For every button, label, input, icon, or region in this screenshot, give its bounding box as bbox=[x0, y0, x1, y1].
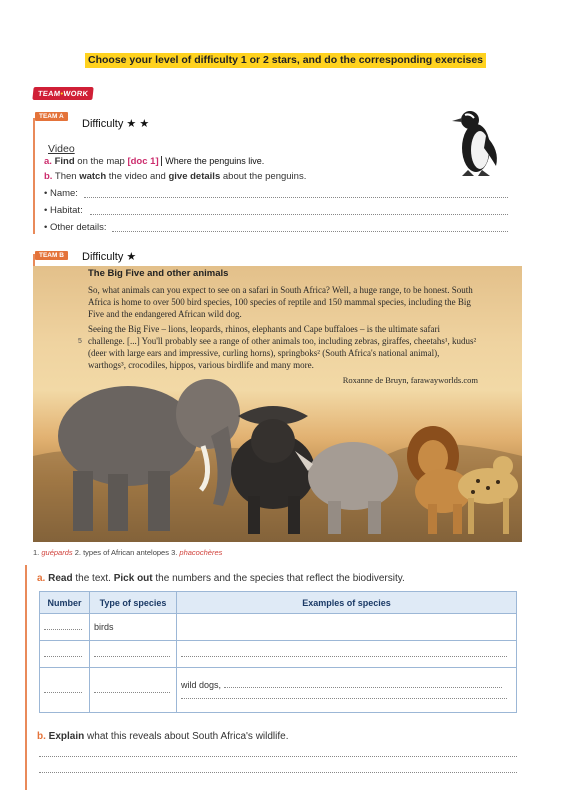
table-row bbox=[40, 668, 517, 713]
teamwork-logo-team: TEAM bbox=[37, 89, 61, 98]
field-habitat-label: • Habitat: bbox=[44, 205, 83, 216]
video-title: Video bbox=[48, 143, 75, 155]
field-habitat-input[interactable] bbox=[90, 214, 508, 215]
field-details-label: • Other details: bbox=[44, 222, 107, 233]
table-row bbox=[40, 614, 517, 641]
question-b-letter: b. bbox=[37, 731, 46, 742]
question-a-post: the numbers and the species that reflect the biodiversity. bbox=[155, 573, 405, 584]
species-table bbox=[39, 591, 517, 713]
question-b-post: what this reveals about South Africa's wildlife. bbox=[87, 731, 289, 742]
teamwork-logo-dot: • bbox=[59, 89, 64, 98]
question-a-verb1: Read bbox=[48, 573, 73, 584]
answer-line-1[interactable] bbox=[39, 756, 517, 757]
article-title: The Big Five and other animals bbox=[88, 268, 229, 279]
examples-cell[interactable] bbox=[177, 614, 517, 641]
task-a-verb: Find bbox=[54, 156, 75, 167]
type-cell[interactable]: birds bbox=[90, 614, 177, 641]
article-paragraph-1: So, what animals can you expect to see on a safari in South Africa? Well, a huge range, to be honest. South Africa is home to over 500 bird species, 100 species of reptile and 150 mammal species, including the Big Five and the endangered African wild dog. bbox=[88, 285, 473, 319]
task-b-pre: Then bbox=[54, 171, 77, 182]
penguin-image bbox=[448, 106, 508, 178]
examples-cell[interactable] bbox=[177, 668, 517, 713]
number-cell[interactable] bbox=[40, 668, 90, 713]
answer-line-2[interactable] bbox=[39, 772, 517, 773]
number-cell[interactable] bbox=[40, 614, 90, 641]
footnote-2: 2. types of African antelopes bbox=[74, 548, 169, 557]
task-a-answer[interactable]: Where the penguins live. bbox=[161, 156, 264, 166]
question-a-verb2: Pick out bbox=[113, 573, 153, 584]
type-cell[interactable] bbox=[90, 668, 177, 713]
team-a-difficulty: Difficulty ★ ★ bbox=[82, 118, 150, 130]
question-a-letter: a. bbox=[37, 573, 46, 584]
task-a-find bbox=[44, 155, 264, 168]
field-name-label: • Name: bbox=[44, 188, 78, 199]
article-byline: Roxanne de Bruyn, farawayworlds.com bbox=[342, 375, 478, 385]
table-row bbox=[40, 641, 517, 668]
footnotes bbox=[33, 548, 222, 557]
field-name-input[interactable] bbox=[84, 197, 508, 198]
type-cell[interactable] bbox=[90, 641, 177, 668]
field-details-input[interactable] bbox=[112, 231, 508, 232]
task-b-verb1: watch bbox=[79, 171, 107, 182]
task-a-text: on the map bbox=[77, 156, 125, 167]
question-a bbox=[37, 573, 405, 584]
task-b-post: about the penguins. bbox=[222, 171, 307, 182]
examples-cell[interactable] bbox=[177, 641, 517, 668]
question-b bbox=[37, 731, 289, 742]
task-a-letter: a. bbox=[44, 156, 52, 167]
teamwork-logo bbox=[32, 87, 94, 100]
team-b-label: TEAM B bbox=[35, 251, 68, 260]
teamwork-logo-work: WORK bbox=[62, 89, 89, 98]
article bbox=[88, 268, 478, 386]
task-b-watch bbox=[44, 171, 306, 183]
instruction-banner: Choose your level of difficulty 1 or 2 stars, and do the corresponding exercises bbox=[85, 53, 486, 68]
team-a-bar bbox=[33, 118, 35, 234]
table-header-row bbox=[40, 592, 517, 614]
number-cell[interactable] bbox=[40, 641, 90, 668]
team-b-difficulty: Difficulty ★ bbox=[82, 251, 137, 263]
table-header-examples: Examples of species bbox=[177, 592, 517, 614]
footnote-3-number: 3. bbox=[171, 548, 178, 557]
footnote-3: phacochères bbox=[179, 548, 223, 557]
question-b-verb: Explain bbox=[48, 731, 85, 742]
task-b-mid: the video and bbox=[108, 171, 166, 182]
article-paragraph-2: Seeing the Big Five – lions, leopards, rhinos, elephants and Cape buffaloes – is the ultimate safari challenge. [...] You'll probably see a range of other animals too, including zebras, giraffes, cheetahs¹, kudus² (deer with large ears and impressive, curling horns), springboks² (South Africa's national animal), warthogs³, crocodiles, hippos, various birdlife and many more. bbox=[88, 324, 477, 370]
table-header-number: Number bbox=[40, 592, 90, 614]
footnote-1: guépards bbox=[41, 548, 73, 557]
footnote-1-number: 1. bbox=[33, 548, 40, 557]
table-header-type: Type of species bbox=[90, 592, 177, 614]
task-b-letter: b. bbox=[44, 171, 53, 182]
question-a-mid: the text. bbox=[75, 573, 111, 584]
task-b-verb2: give details bbox=[168, 171, 221, 182]
doc-reference: [doc 1] bbox=[127, 156, 159, 167]
questions-bar bbox=[25, 565, 27, 790]
safari-image bbox=[33, 266, 522, 542]
line-number: 5 bbox=[78, 338, 82, 345]
team-a-label: TEAM A bbox=[35, 112, 68, 121]
examples-cell-text: wild dogs, bbox=[181, 679, 222, 690]
